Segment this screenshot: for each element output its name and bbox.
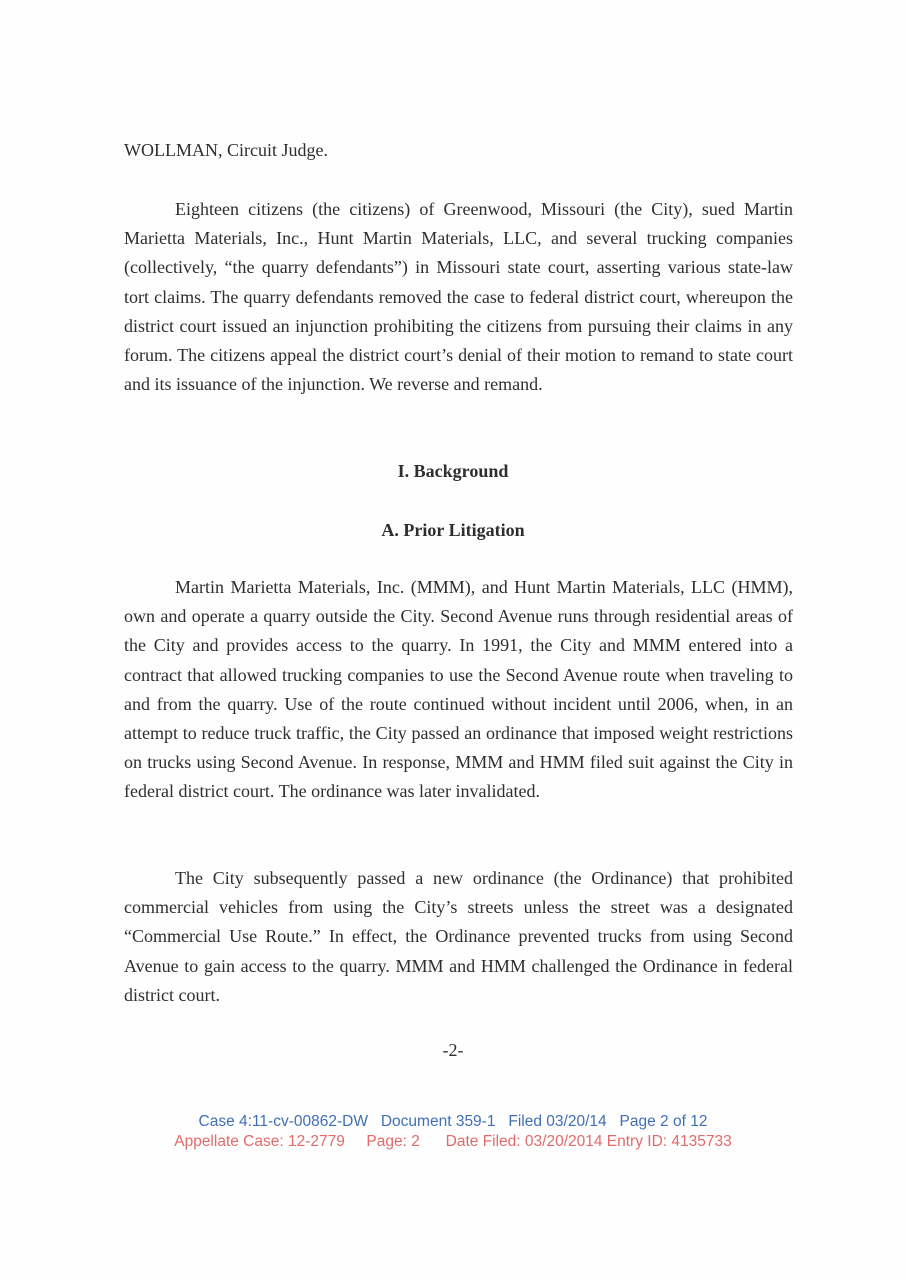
section-heading-background: I. Background (397, 461, 509, 481)
case-filing-stamp: Case 4:11-cv-00862-DW Document 359-1 Filed 03/20/14 Page 2 of 12 (198, 1113, 708, 1130)
appellate-filing-stamp: Appellate Case: 12-2779 Page: 2 Date Filed: 03/20/2014 Entry ID: 4135733 (174, 1133, 732, 1150)
paragraph-intro: Eighteen citizens (the citizens) of Greenwood, Missouri (the City), sued Martin Marietta Materials, Inc., Hunt Martin Materials, LLC, and several trucking companies (collectively, “the quarry defendants”) in Missouri state court, asserting various state-law tort claims. The quarry defendants removed the case to federal district court, whereupon the district court issued an injunction prohibiting the citizens from pursuing their claims in any forum. The citizens appeal the district court’s denial of their motion to remand to state court and its issuance of the injunction. We reverse and remand. (124, 199, 793, 395)
subsection-heading-prior-litigation: A. Prior Litigation (381, 520, 525, 540)
paragraph-prior-litigation: Martin Marietta Materials, Inc. (MMM), and Hunt Martin Materials, LLC (HMM), own and operate a quarry outside the City. Second Avenue runs through residential areas of the City and provides access to the quarry. In 1991, the City and MMM entered into a contract that allowed trucking companies to use the Second Avenue route when traveling to and from the quarry. Use of the route continued without incident until 2006, when, in an attempt to reduce truck traffic, the City passed an ordinance that imposed weight restrictions on trucks using Second Avenue. In response, MMM and HMM filed suit against the City in federal district court. The ordinance was later invalidated. (124, 577, 793, 802)
paragraph-ordinance: The City subsequently passed a new ordinance (the Ordinance) that prohibited commercial vehicles from using the City’s streets unless the street was a designated “Commercial Use Route.” In effect, the Ordinance prevented trucks from using Second Avenue to gain access to the quarry. MMM and HMM challenged the Ordinance in federal district court. (124, 868, 793, 1005)
author-line: WOLLMAN, Circuit Judge. (124, 140, 328, 160)
page-number: -2- (442, 1040, 464, 1060)
